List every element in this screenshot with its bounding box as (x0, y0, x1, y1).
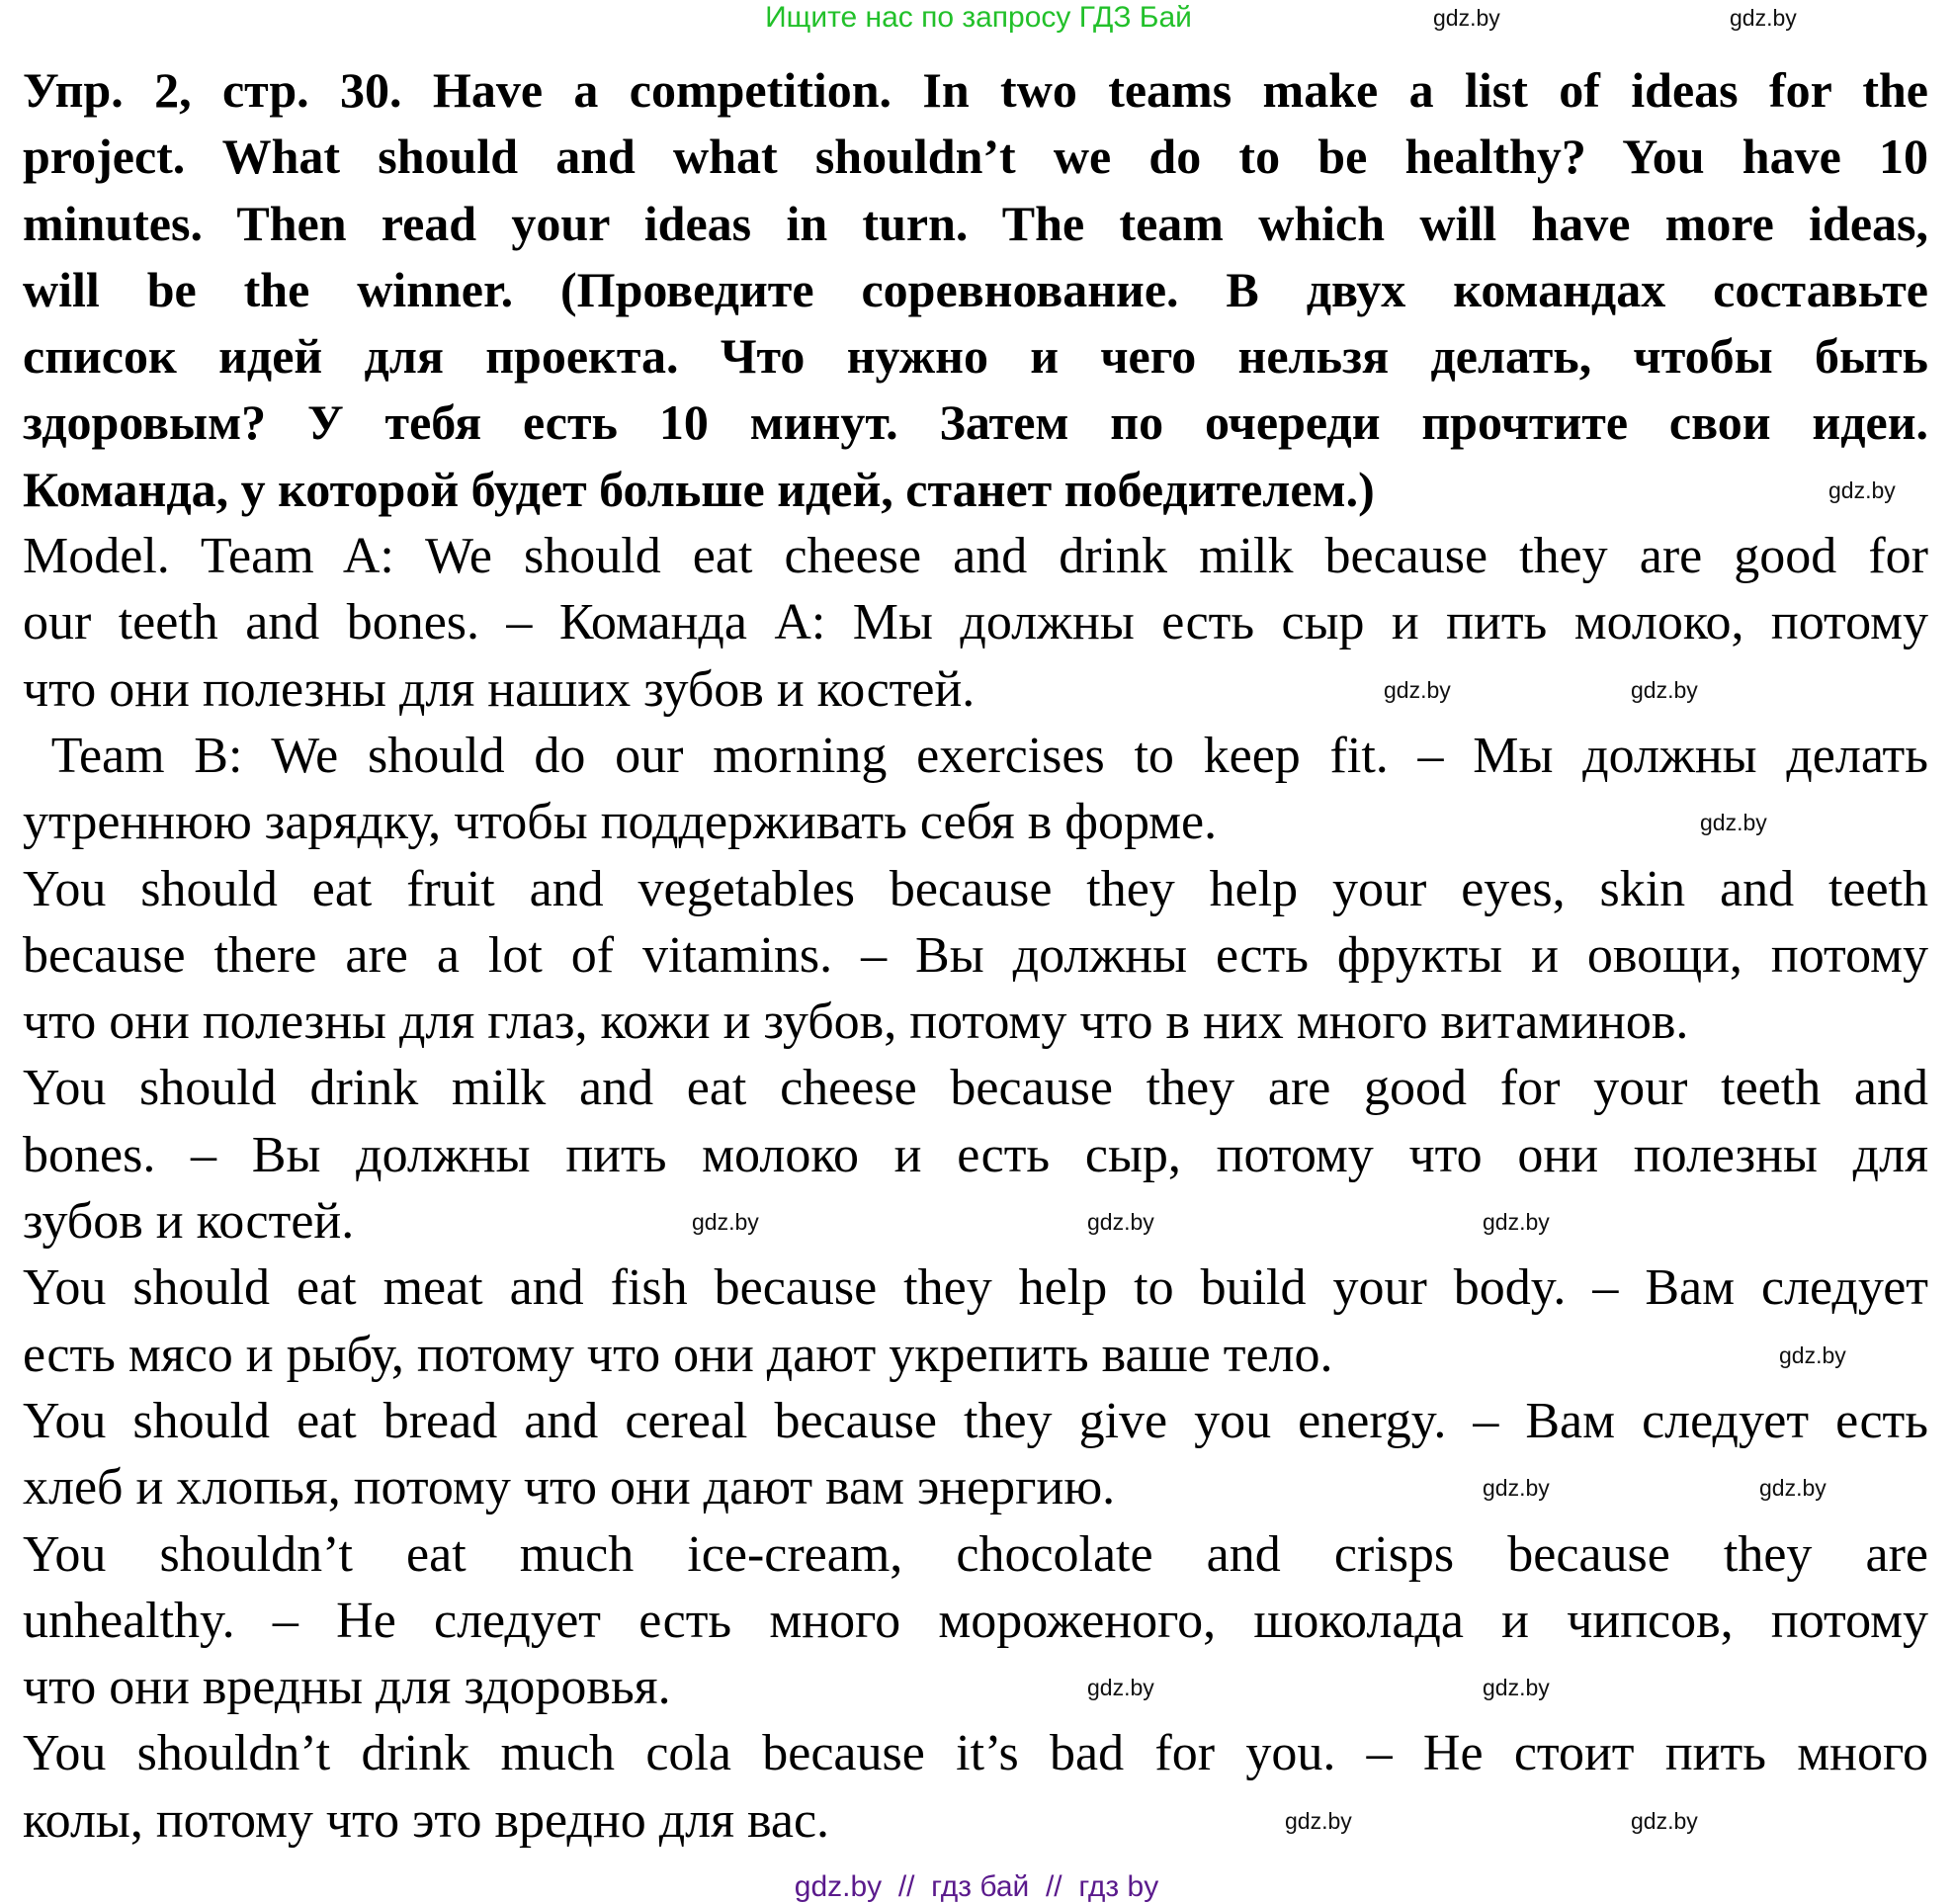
watermark: gdz.by (1730, 5, 1797, 31)
answer-paragraph (23, 1055, 1928, 1255)
watermark: gdz.by (1384, 677, 1451, 703)
text-line: здоровым? У тебя есть 10 минут. Затем по очереди прочтите свои идеи. (23, 394, 1928, 451)
footer-links-banner: gdz.by // гдз бай // гдз by (794, 1870, 1159, 1903)
answer-paragraph (23, 1255, 1928, 1388)
text-line: You should eat bread and cereal because they give you energy. – Вам следует есть (23, 1392, 1928, 1449)
watermark: gdz.by (1631, 1808, 1698, 1834)
text-line: You shouldn’t eat much ice-cream, chocolate and crisps because they are (23, 1525, 1928, 1583)
text-line: because there are a lot of vitamins. – Вы должны есть фрукты и овощи, потому (23, 926, 1928, 984)
text-line: bones. – Вы должны пить молоко и есть сыр, потому что они полезны для (23, 1126, 1928, 1183)
text-line: You should eat meat and fish because they help to build your body. – Вам следует (23, 1259, 1928, 1317)
watermark: gdz.by (1087, 1675, 1154, 1700)
exercise-text (23, 57, 1928, 1854)
text-line: колы, потому что это вредно для вас. (23, 1791, 830, 1849)
text-line: что они вредны для здоровья. (23, 1659, 671, 1716)
text-line: You should eat fruit and vegetables because they help your eyes, skin and teeth (23, 860, 1928, 917)
watermark: gdz.by (1779, 1342, 1846, 1368)
text-line: You should drink milk and eat cheese because they are good for your teeth and (23, 1060, 1928, 1117)
watermark: gdz.by (1631, 677, 1698, 703)
answer-paragraph (23, 1521, 1928, 1721)
text-line: our teeth and bones. – Команда А: Мы должны есть сыр и пить молоко, потому (23, 594, 1928, 651)
text-line: unhealthy. – Не следует есть много мороженого, шоколада и чипсов, потому (23, 1592, 1928, 1649)
answer-paragraph (23, 856, 1928, 1056)
text-line: утреннюю зарядку, чтобы поддерживать себя в форме. (23, 794, 1218, 851)
text-line: что они полезны для глаз, кожи и зубов, потому что в них много витаминов. (23, 994, 1689, 1051)
watermark: gdz.by (1285, 1808, 1352, 1834)
answer-paragraph (23, 1388, 1928, 1521)
text-line: will be the winner. (Проведите соревнование. В двух командах составьте (23, 261, 1928, 317)
text-line: You shouldn’t drink much cola because it’s bad for you. – Не стоит пить много (23, 1725, 1928, 1782)
text-line: зубов и костей. (23, 1193, 355, 1251)
watermark: gdz.by (1087, 1209, 1154, 1235)
watermark: gdz.by (1700, 810, 1767, 835)
watermark: gdz.by (1433, 5, 1500, 31)
search-hint-banner: Ищите нас по запросу ГДЗ Бай (765, 1, 1192, 34)
text-line: Команда, у которой будет больше идей, станет победителем.) (23, 461, 1375, 517)
watermark: gdz.by (1483, 1209, 1550, 1235)
task-paragraph (23, 57, 1928, 523)
text-line: Упр. 2, стр. 30. Have a competition. In two teams make a list of ideas for the (23, 62, 1928, 118)
watermark: gdz.by (1483, 1675, 1550, 1700)
watermark: gdz.by (1828, 477, 1896, 503)
watermark: gdz.by (1759, 1475, 1827, 1501)
watermark: gdz.by (692, 1209, 759, 1235)
text-line: minutes. Then read your ideas in turn. The team which will have more ideas, (23, 195, 1928, 251)
text-line: есть мясо и рыбу, потому что они дают укрепить ваше тело. (23, 1326, 1333, 1383)
watermark: gdz.by (1483, 1475, 1550, 1501)
answer-paragraph (23, 723, 1928, 856)
text-line: Model. Team A: We should eat cheese and drink milk because they are good for (23, 528, 1928, 585)
text-line: Team B: We should do our morning exercises to keep fit. – Мы должны делать (23, 727, 1928, 784)
text-line: что они полезны для наших зубов и костей. (23, 660, 976, 718)
text-line: хлеб и хлопья, потому что они дают вам энергию. (23, 1459, 1116, 1516)
text-line: список идей для проекта. Что нужно и чего нельзя делать, чтобы быть (23, 328, 1928, 385)
text-line: project. What should and what shouldn’t we do to be healthy? You have 10 (23, 129, 1928, 185)
